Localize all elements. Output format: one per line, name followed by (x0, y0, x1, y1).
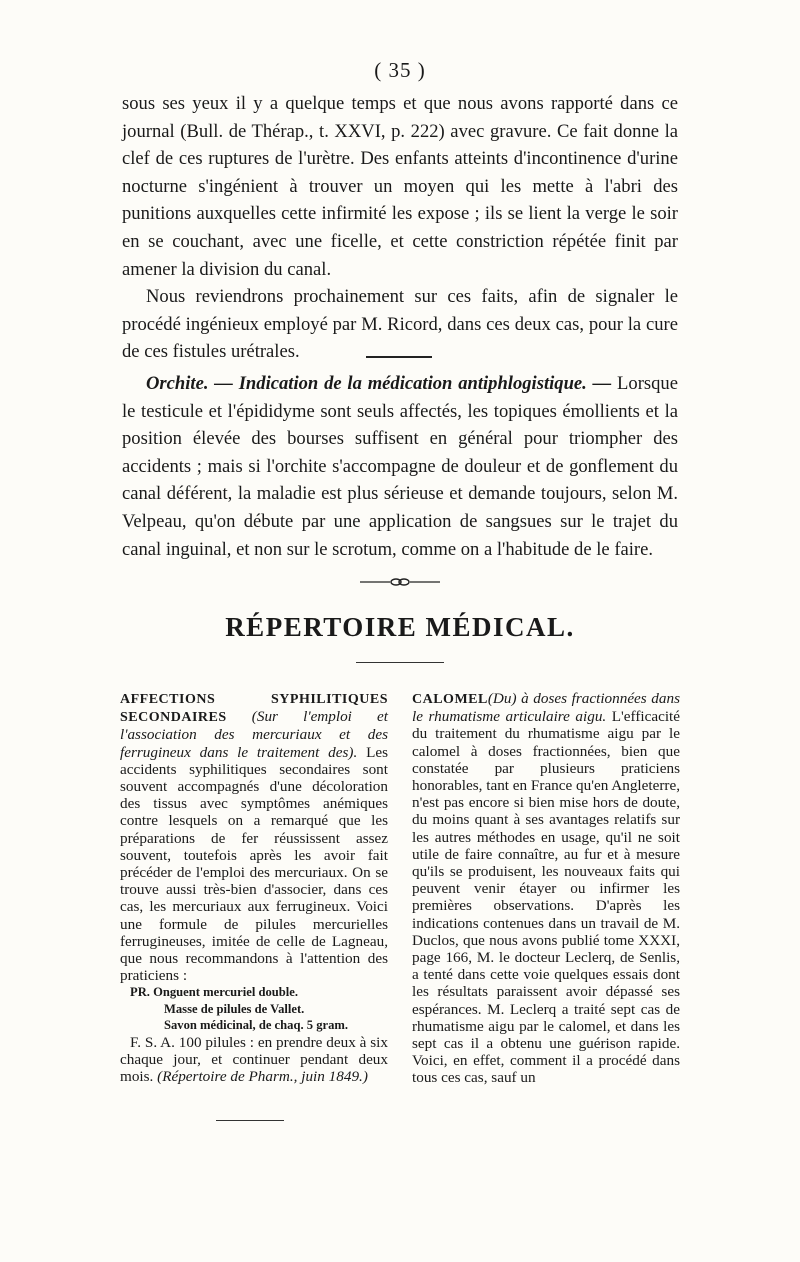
right-subtitle: (Du) à doses fractionnées dans le rhumatisme articulaire aigu. (412, 690, 680, 726)
main-text (122, 90, 678, 366)
left-closing (120, 1034, 388, 1086)
left-entry (120, 690, 388, 984)
left-subtitle: (Sur l'emploi et l'association des mercuriaux et des ferrugineux dans le traitement des). (120, 708, 389, 761)
intro-paragraph: sous ses yeux il y a quelque temps et que nous avons rapporté dans ce journal (Bull. de Thérap., t. XXVI, p. 222) avec gravure. Ce fait donne la clef de ces ruptures de l'urètre. Des enfants atteints d'incontinence d'urine nocturne s'ingénient à trouver un moyen qui les mette à l'abri des punitions auxquelles cette infirmité les expose ; ils se lient la verge le soir en se couchant, avec une ficelle, et cette constriction répétée finit par amener la division du canal. (122, 93, 678, 280)
second-paragraph: Nous reviendrons prochainement sur ces faits, afin de signaler le procédé ingénieux employé par M. Ricord, dans ces deux cas, pour la cure de ces fistules urétrales. (122, 286, 678, 363)
title-underline (356, 662, 444, 663)
left-column (120, 690, 388, 1086)
right-heading: CALOMEL (412, 692, 488, 707)
right-entry (412, 690, 680, 1087)
left-reference: (Répertoire de Pharm., juin 1849.) (157, 1068, 368, 1086)
left-heading: AFFECTIONS SYPHILITIQUES SECONDAIRES (120, 692, 388, 726)
orchite-section (122, 370, 678, 563)
closing-text: F. S. A. 100 pilules : en prendre deux à six chaque jour, et continuer pendant deux mois. (120, 1033, 388, 1086)
column-end-rule (216, 1120, 284, 1121)
page-number: ( 35 ) (374, 58, 426, 82)
ornament-divider (360, 577, 440, 587)
left-body: Les accidents syphilitiques secondaires sont souvent accompagnés d'une décoloration des tissus avec symptômes anémiques contre lesquels on a remarqué que les préparations de fer réussissent assez souvent, toutefois après les avoir fait précéder de l'emploi des mercuriaux. On se trouve aussi très-bien d'associer, dans ces cas, les mercuriaux aux ferrugineux. Voici une formule de pilules mercurielles ferrugineuses, imitée de celle de Lagneau, que nous recommandons à l'attention des praticiens : (120, 743, 388, 985)
separator-rule (366, 356, 432, 358)
orchite-text: Lorsque le testicule et l'épididyme sont seuls affectés, les topiques émollients et la position élevée des bourses suffisent en général pour triompher des accidents ; mais si l'orchite s'accompagne de douleur et de gonflement du canal déférent, la maladie est plus sérieuse et demande toujours, selon M. Velpeau, qu'on débute par une application de sangsues sur le trajet du canal inguinal, et non sur le scrotum, comme on a l'habitude de le faire. (122, 373, 678, 560)
rx-line: Masse de pilules de Vallet. (164, 1001, 305, 1016)
rx-line: Savon médicinal, de chaq. 5 gram. (164, 1018, 349, 1033)
right-body: L'efficacité du traitement du rhumatisme aigu par le calomel à doses fractionnées, bien que constatée par plusieurs praticiens honorables, tant en France qu'en Angleterre, n'est pas encore si bien mise hors de doute, du moins quant à ses avantages relatifs sur les autres méthodes en usage, qu'il ne soit utile de faire connaître, au fur et à mesure qu'ils se produisent, les nouveaux faits qui peuvent venir étayer ou infirmer les premières observations. D'après les indications contenues dans un travail de M. Duclos, que nous avons publié tome XXXI, page 166, M. le docteur Leclerq, de Senlis, a tenté dans cette voie quelques essais dont les résultats paraissent avoir dépassé ses espérances. M. Leclerq a traité sept cas de rhumatisme aigu par le calomel, et dans les sept cas il a obtenu une guérison rapide. Voici, en effet, comment il a procédé dans tous ces cas, sauf un (412, 708, 680, 1087)
rx-line: PR. Onguent mercuriel double. (130, 985, 299, 1000)
orchite-heading: Orchite. — Indication de la médication antiphlogistique. — (146, 373, 612, 394)
right-column (412, 690, 680, 1087)
prescription (120, 984, 388, 1034)
section-title: RÉPERTOIRE MÉDICAL. (225, 612, 575, 642)
